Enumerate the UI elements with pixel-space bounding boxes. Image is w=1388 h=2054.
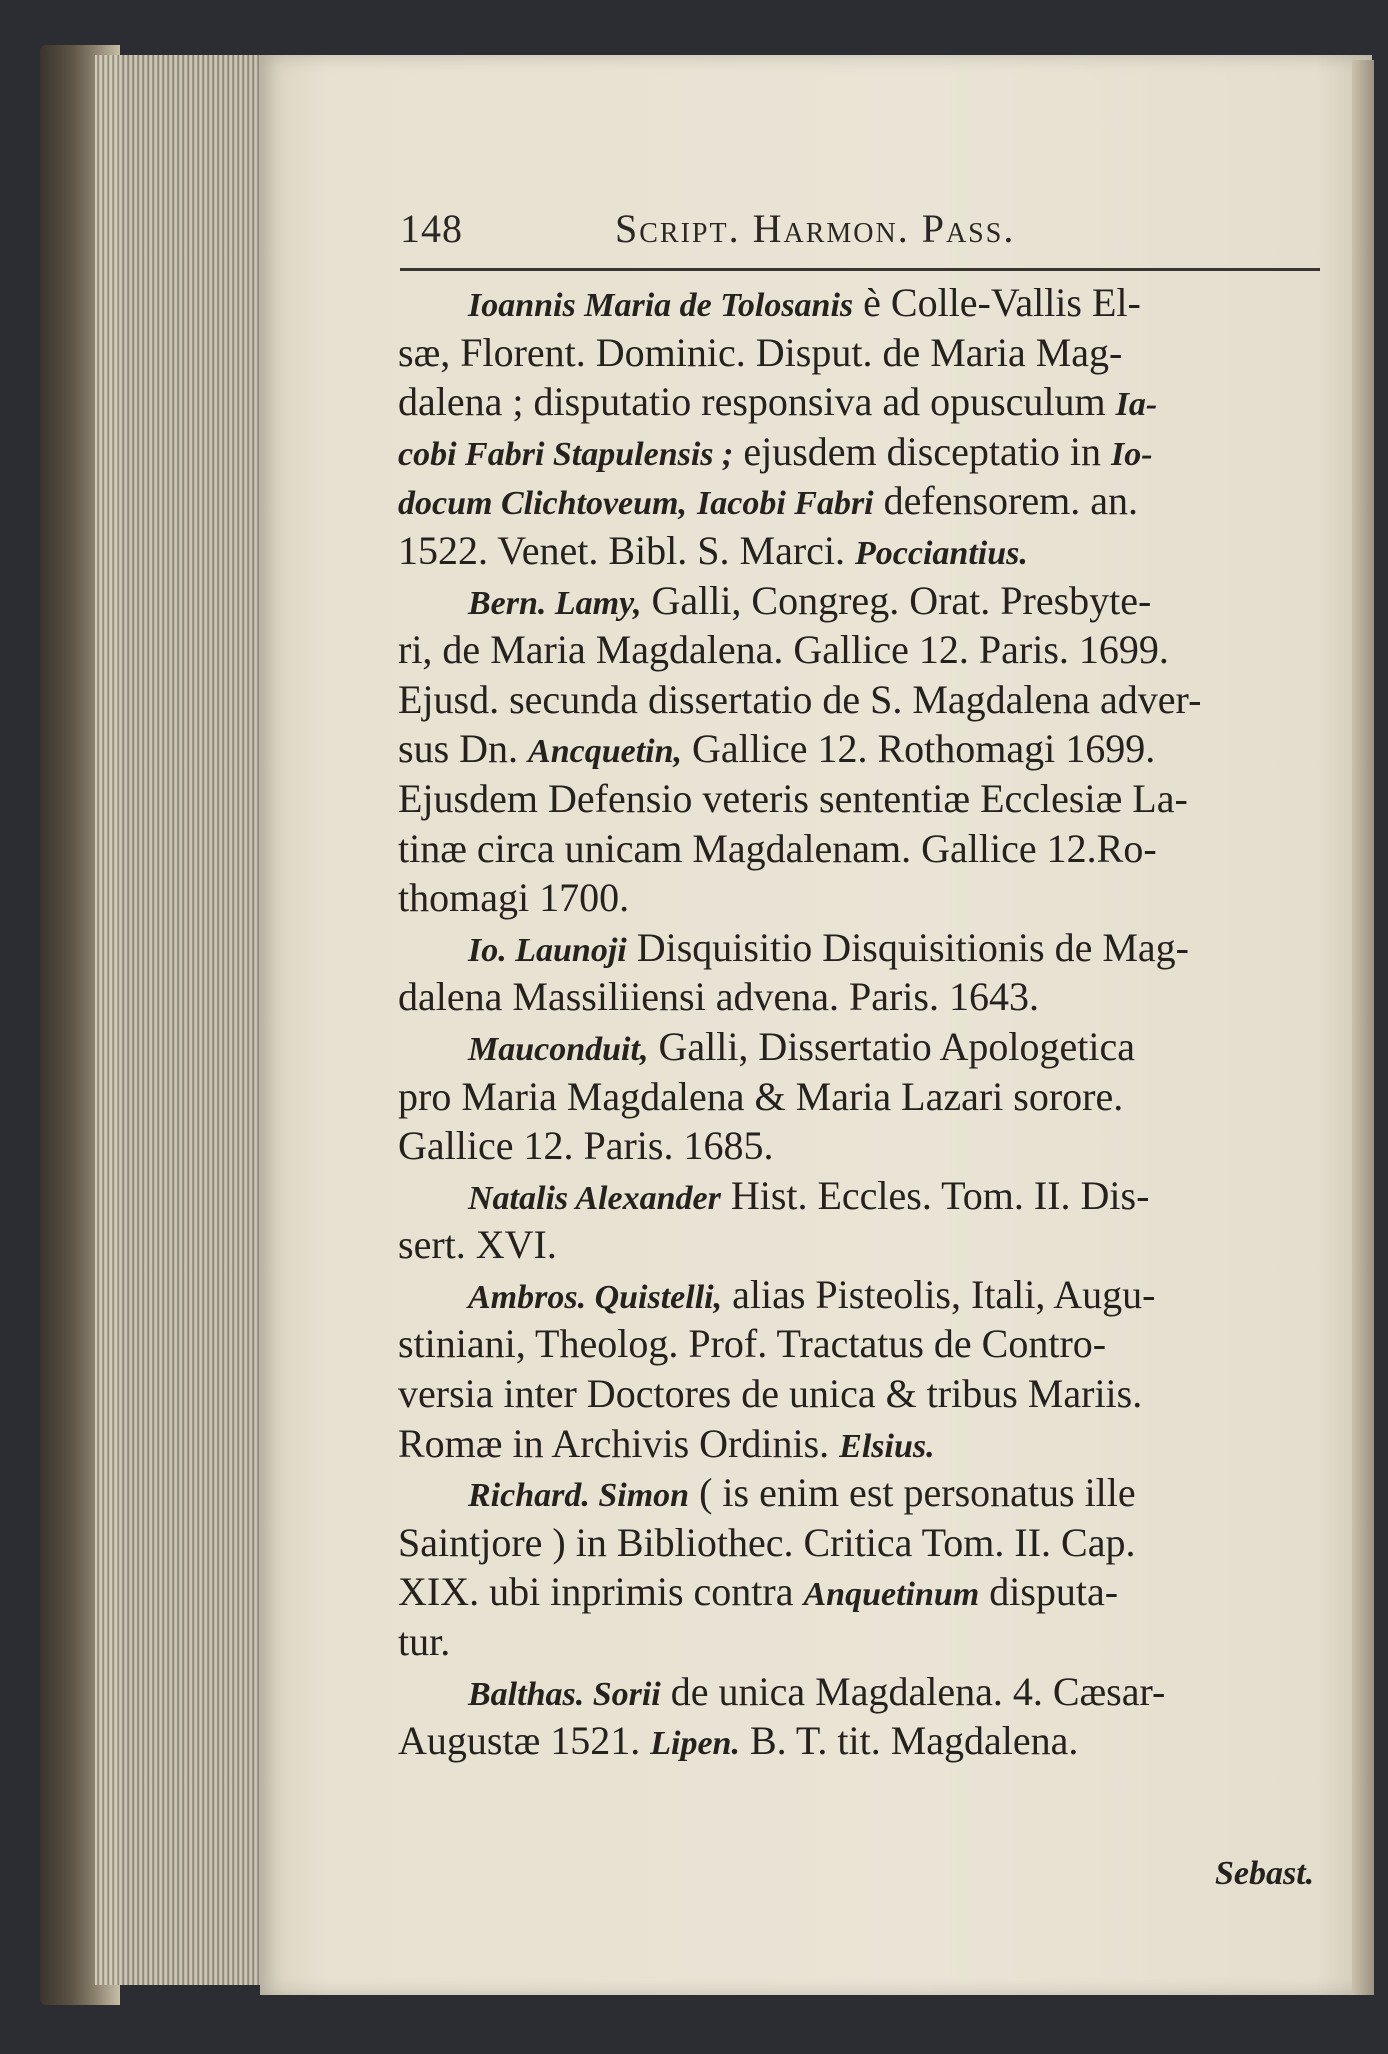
italic-name: cobi Fabri Stapulensis ; <box>398 435 734 473</box>
roman-text: pro Maria Magdalena & Maria Lazari sorore. <box>398 1073 1124 1119</box>
text-line <box>398 1369 1330 1419</box>
roman-text: Ejusd. secunda dissertatio de S. Magdalena adver- <box>398 676 1202 722</box>
text-line <box>398 427 1330 477</box>
roman-text: Galli, Congreg. Orat. Presbyte- <box>641 577 1152 623</box>
text-line <box>398 824 1330 874</box>
italic-name: Io- <box>1111 435 1153 473</box>
roman-text: Gallice 12. Paris. 1685. <box>398 1123 774 1169</box>
page-number: 148 <box>400 206 463 251</box>
text-line <box>398 1270 1330 1320</box>
text-line <box>398 1121 1330 1171</box>
catchword: Sebast. <box>1215 1855 1315 1892</box>
text-line <box>398 1022 1330 1072</box>
roman-text: disputa- <box>979 1569 1119 1615</box>
italic-name: Pocciantius. <box>855 534 1028 572</box>
text-line <box>398 1567 1330 1617</box>
text-line <box>398 576 1330 626</box>
roman-text: tur. <box>398 1619 451 1665</box>
italic-name: Ambros. Quistelli, <box>468 1278 723 1316</box>
text-line <box>398 675 1330 725</box>
page-gutter-shadow <box>1352 60 1374 1995</box>
italic-name: Io. Launoji <box>468 931 627 969</box>
italic-name: Mauconduit, <box>468 1030 649 1068</box>
roman-text <box>687 478 697 523</box>
italic-name: Natalis Alexander <box>468 1179 721 1217</box>
roman-text: Augustæ 1521. <box>398 1718 651 1764</box>
text-line <box>398 1220 1330 1270</box>
roman-text: versia inter Doctores de unica & tribus Mariis. <box>398 1371 1143 1417</box>
text-line <box>398 1468 1330 1518</box>
text-line <box>398 774 1330 824</box>
text-line <box>398 724 1330 774</box>
roman-text: sæ, Florent. Dominic. Disput. de Maria Mag- <box>398 329 1123 375</box>
roman-text: Hist. Eccles. Tom. II. Dis- <box>720 1172 1150 1218</box>
italic-name: Anquetinum <box>803 1576 980 1614</box>
roman-text: thomagi 1700. <box>398 875 630 921</box>
page-header <box>400 205 1320 265</box>
text-line <box>398 625 1330 675</box>
roman-text: sus Dn. <box>398 726 529 772</box>
running-title: Script. Harmon. Pass. <box>615 206 1016 251</box>
roman-text: dalena Massiliiensi advena. Paris. 1643. <box>398 974 1039 1020</box>
page-edges <box>95 55 265 1985</box>
roman-text: ejusdem disceptatio in <box>733 428 1112 474</box>
page-body-text <box>398 278 1330 1766</box>
text-line <box>398 1716 1330 1766</box>
roman-text: dalena ; disputatio responsiva ad opusculum <box>398 379 1116 425</box>
roman-text: Disquisitio Disquisitionis de Mag- <box>626 924 1189 970</box>
roman-text: ri, de Maria Magdalena. Gallice 12. Paris. 1699. <box>398 627 1169 673</box>
roman-text: Romæ in Archivis Ordinis. <box>398 1420 840 1466</box>
roman-text: ( is enim est personatus ille <box>689 1470 1136 1516</box>
roman-text: stiniani, Theolog. Prof. Tractatus de Contro- <box>398 1321 1107 1367</box>
italic-name: docum Clichtoveum, <box>398 485 687 523</box>
roman-text: alias Pisteolis, Itali, Augu- <box>722 1271 1156 1317</box>
text-line <box>398 377 1330 427</box>
text-line <box>398 526 1330 576</box>
text-line <box>398 1518 1330 1568</box>
roman-text: defensorem. an. <box>873 478 1138 524</box>
roman-text: Ejusdem Defensio veteris sententiæ Ecclesiæ La- <box>398 775 1188 821</box>
italic-name: Richard. Simon <box>468 1477 690 1515</box>
roman-text: Saintjore ) in Bibliothec. Critica Tom. II. Cap. <box>398 1519 1136 1565</box>
text-line <box>398 1319 1330 1369</box>
header-rule <box>400 268 1320 271</box>
italic-name: Iacobi Fabri <box>697 485 874 523</box>
italic-name: Ia- <box>1115 386 1158 424</box>
roman-text: Gallice 12. Rothomagi 1699. <box>682 726 1156 772</box>
italic-name: Balthas. Sorii <box>468 1675 661 1713</box>
italic-name: Ancquetin, <box>528 733 683 771</box>
italic-name: Bern. Lamy, <box>468 584 642 622</box>
roman-text: sert. XVI. <box>398 1222 557 1268</box>
roman-text: 1522. Venet. Bibl. S. Marci. <box>398 527 856 573</box>
text-line <box>398 328 1330 378</box>
roman-text: tinæ circa unicam Magdalenam. Gallice 12.Ro- <box>398 825 1157 871</box>
text-line <box>398 1171 1330 1221</box>
italic-name: Lipen. <box>650 1725 740 1763</box>
roman-text: B. T. tit. Magdalena. <box>739 1718 1079 1764</box>
text-line <box>398 1072 1330 1122</box>
text-line <box>398 476 1330 526</box>
italic-name: Ioannis Maria de Tolosanis <box>468 287 854 324</box>
text-line <box>398 1617 1330 1667</box>
text-line <box>398 873 1330 923</box>
text-line <box>398 1667 1330 1717</box>
italic-name: Elsius. <box>839 1427 935 1465</box>
roman-text: de unica Magdalena. 4. Cæsar- <box>660 1668 1166 1714</box>
text-line <box>398 923 1330 973</box>
text-line <box>398 278 1330 328</box>
roman-text: Galli, Dissertatio Apologetica <box>648 1023 1136 1069</box>
roman-text: XIX. ubi inprimis contra <box>398 1569 804 1615</box>
text-line <box>398 1419 1330 1469</box>
text-line <box>398 972 1330 1022</box>
roman-text: è Colle-Vallis El- <box>853 280 1141 325</box>
